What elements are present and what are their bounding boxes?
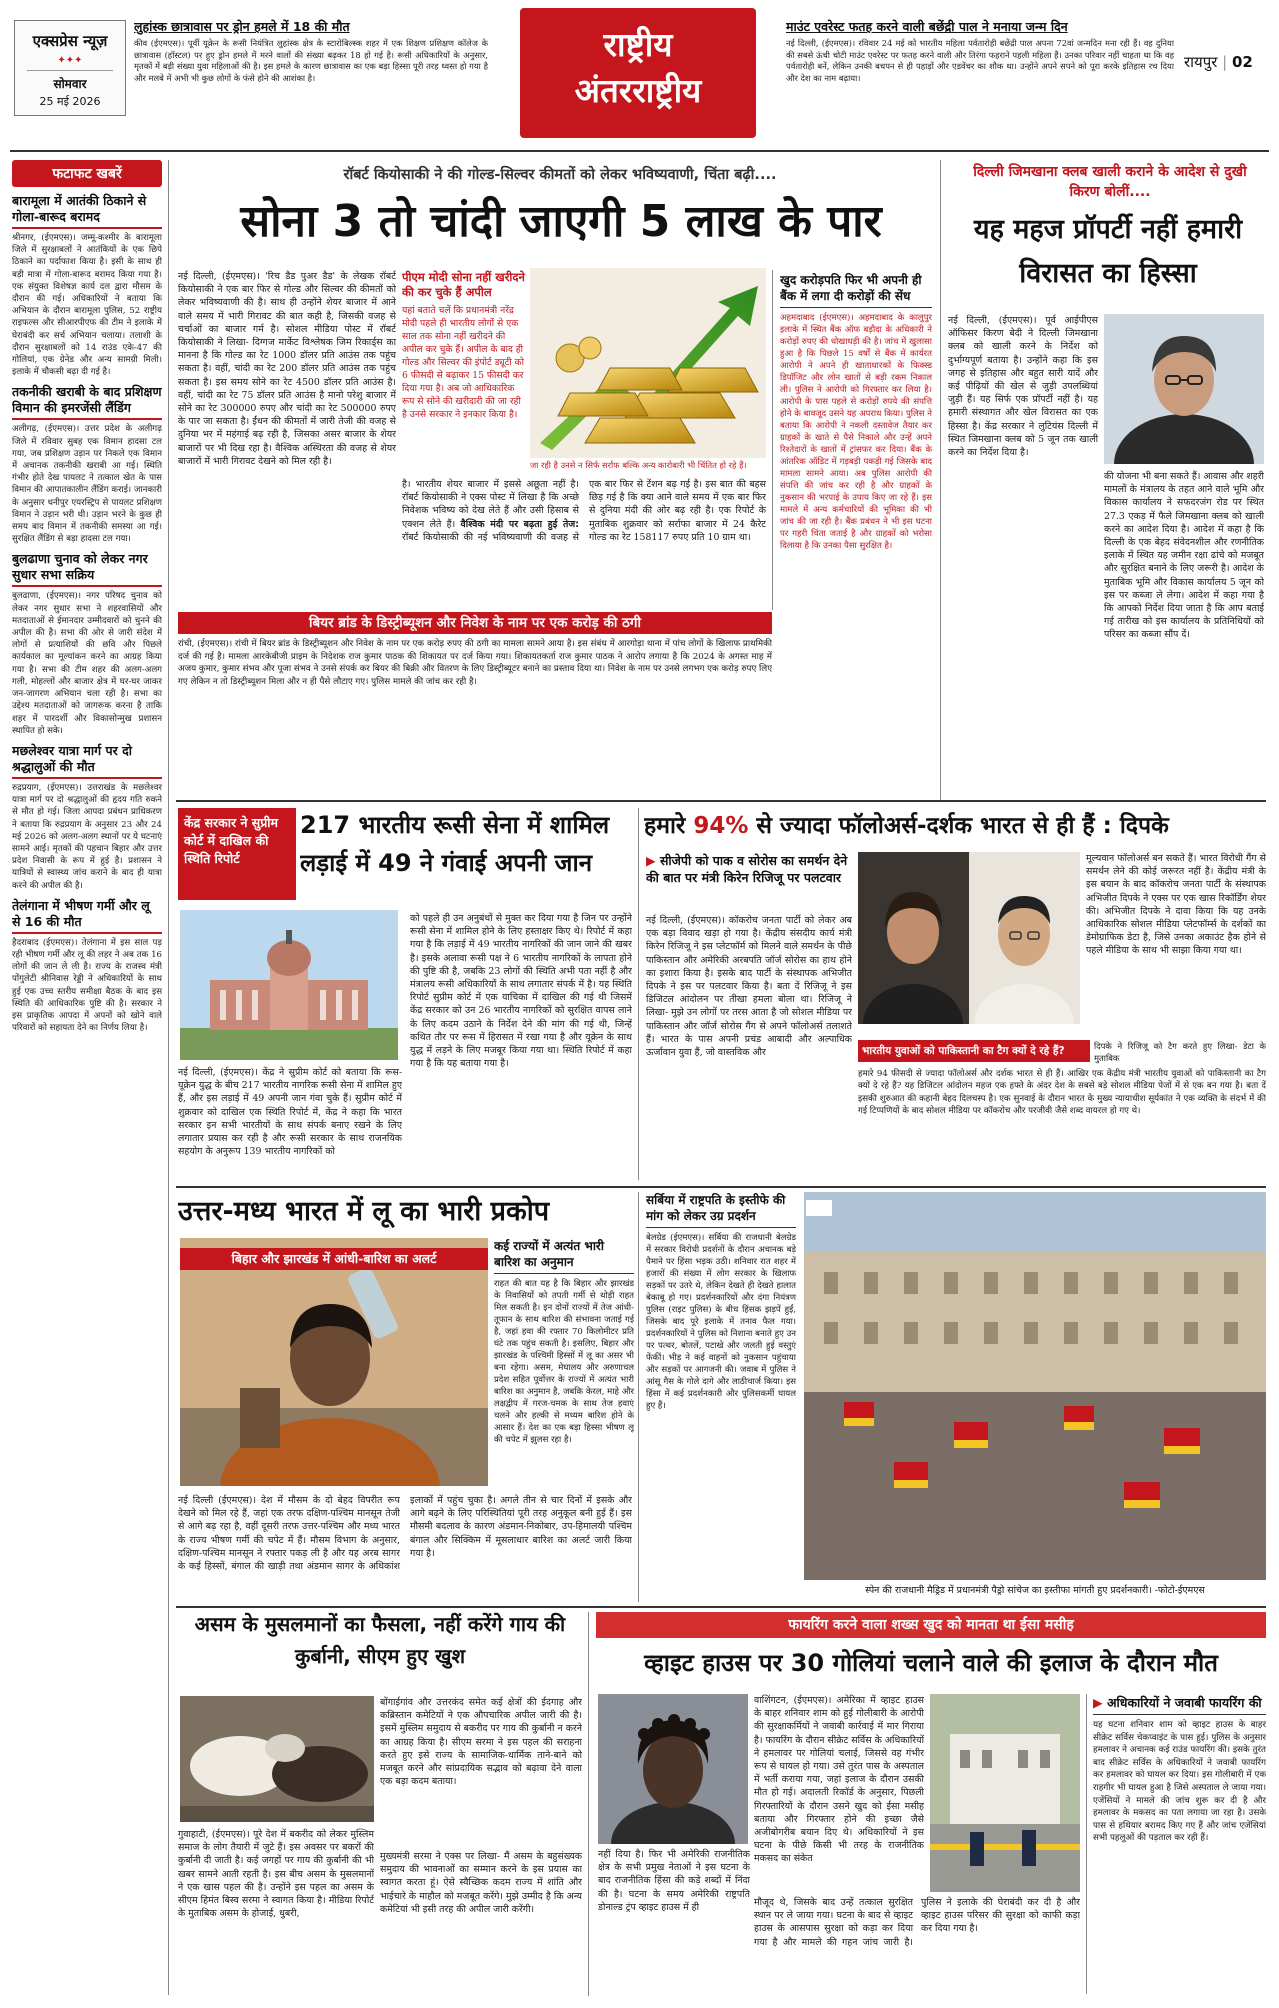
dipke-body-col2: मूल्यवान फॉलोअर्स बन सकते हैं। भारत विरोधी गैंग से समर्थन लेने की कोई जरूरत नहीं है। केंद्रीय मंत्री के इस बयान के बाद कॉकरोच जनता पार्टी के संस्थापक अभिजीत दिपके ने एक्स पर एक खास रिकॉर्डिंग शेयर की। अभिजीत दिपके ने दावा किया कि यह उनके आधिकारिक सोशल मीडिया प्लेटफॉर्म्स के दर्शकों का डेमोग्राफिक डेटा है, जिसे उनका अकाउंट हैक होने से पहले मीडिया के साथ भी साझा किया गया था। — [1086, 853, 1266, 957]
page-number: 02 — [1232, 53, 1253, 71]
kiran-body-col2: की योजना भी बना सकते हैं। आवास और शहरी मामलों के मंत्रालय के तहत आने वाले भूमि और विकास कार्यालय ने सफदरजंग रोड पर स्थित 27.3 एकड़ में फैले जिमखाना क्लब को खाली करने का आदेश दिया है। आदेश में कहा है कि दिल्ली के एक बेहद संवेदनशील और रणनीतिक इलाके में स्थित यह जमीन रक्षा ढांचे को मजबूत और सुरक्षित बनाने के लिए जरूरी है। आदेश के मुताबिक भूमि और विकास कार्यालय 5 जून को इस पर कब्जा ले लेगा। आदेश में कहा गया है कि आपको निर्देश दिया जाता है कि आप बताई गई तारीख को इस कार्यालय के प्रतिनिधियों को परिसर का कब्जा सौंप दें। — [1104, 471, 1264, 641]
russia-body-col1: नई दिल्ली, (ईएमएस)। केंद्र ने सुप्रीम कोर्ट को बताया कि रूस-यूक्रेन युद्ध के बीच 217 भारतीय नागरिक रूसी सेना में शामिल हुए हैं, और इस लड़ाई में 49 अपनी जान गंवा चुके हैं। सुप्रीम कोर्ट में शुक्रवार को दाखिल एक स्थिति रिपोर्ट में, केंद्र ने कहा कि भारत सरकार इन सभी भारतीयों के साथ संपर्क बनाए रखने के लिए लगातार प्रयास कर रही है और रूसी सरकार के साथ राजनयिक सहयोग के अनुरूप 139 भारतीय नागरिकों को — [178, 1067, 402, 1158]
serbia-title: सर्बिया में राष्ट्रपति के इस्तीफे की मांग को लेकर उग्र प्रदर्शन — [646, 1192, 796, 1228]
section-title-international: अंतरराष्ट्रीय — [574, 71, 702, 110]
heat-side — [494, 1238, 634, 1494]
play-triangle-icon: ▶ — [1093, 1695, 1107, 1710]
dipke-subhead — [646, 852, 852, 908]
whitehouse-body-col2: नहीं दिया है। फिर भी अमेरिकी राजनीतिक क्षेत्र के सभी प्रमुख नेताओं ने इस घटना के बाद राजनीतिक हिंसा की कड़े शब्दों में निंदा की है। घटना के समय अमेरिकी राष्ट्रपति डोनाल्ड ट्रंप व्हाइट हाउस में ही — [598, 1849, 750, 1913]
sidebar-item-body: रुद्रप्रयाग, (ईएमएस)। उत्तराखंड के मछलेश्वर यात्रा मार्ग पर दो श्रद्धालुओं की हृदय गति रुकने से मौत हो गई। जिला आपदा प्रबंधन प्राधिकरण ने बताया कि रुद्रप्रयाग के अनुसार 23 और 24 मई 2026 को अलग-अलग स्थानों पर ये घटनाएं सामने आई। मृतकों की पहचान बिहार और उत्तर प्रदेश निवासी के रूप में हुई है। प्रशासन ने यात्रियों से स्वास्थ्य जांच कराने के बाद ही यात्रा करने की अपील की है। — [12, 782, 162, 891]
heat-headline: उत्तर-मध्य भारत में लू का भारी प्रकोप — [178, 1196, 550, 1227]
gold-body-col1: नई दिल्ली, (ईएमएस)। 'रिच डैड पुअर डैड' के लेखक रॉबर्ट कियोसाकी ने एक बार फिर से गोल्ड और सिल्वर की कीमतों को लेकर भविष्यवाणी की है। साथ ही उन्होंने शेयर बाजार में आने वाले समय में भारी गिरावट की बात कही है, जिसकी वजह से चर्चाओं का बाजार गर्म है। सोशल मीडिया पोस्ट में रॉबर्ट कियोसाकी ने लिखा- दिग्गज मार्केट विश्लेषक जिम रिकार्ड्स का मानना है कि गोल्ड का रेट 1000 डॉलर प्रति आउंस तक पहुंच सकता है। वहीं, चांदी का रेट 200 डॉलर प्रति आउंस तक पहुंच सकता है। इस समय सोने का रेट 4500 डॉलर प्रति आउंस है। वहीं, चांदी का रेट 75 डॉलर प्रति आउंस है मानो परेशु बाजार में सोने का रेट 300000 रुपए और चांदी का रेट 500000 रुपए के पार जा सकता है। ईंधन की कीमतों में जारी तेजी की वजह से दुनिया भर में महंगाई बढ़ रही है, जिसका असर बाजार के शेयर बाजारों पर भी दिख रहा है। वैश्विक अस्थिरता की वजह से शेयर बाजारों में भारी गिरावट देखने को मिल रही है। — [178, 271, 396, 467]
sidebar-item-title: तकनीकी खराबी के बाद प्रशिक्षण विमान की इमरजेंसी लैंडिंग — [12, 384, 162, 420]
fraud-strip-body: रांची, (ईएमएस)। रांची में बियर ब्रांड के डिस्ट्रीब्यूशन और निवेश के नाम पर एक करोड़ रुपए की ठगी का मामला सामने आया है। इस संबंध में आरगोड़ा थाना में पांच लोगों के खिलाफ प्राथमिकी दर्ज की गई है। मामला आरकेबीजी प्राइम के निदेशक राज कुमार पाठक की शिकायत पर दर्ज किया गया। शिकायतकर्ता राज कुमार पाठक ने आरोप लगाया है कि 2024 के अगस्त माह में अजय कुमार, कुमार संभव और पूजा संभव ने उनसे संपर्क कर बियर की बिक्री और वितरण के लिए डिस्ट्रीब्यूटर बनाने का प्रस्ताव दिया था। निवेश के नाम पर उनसे लगभग एक करोड़ रुपए लिए गए लेकिन न तो डिस्ट्रीब्यूशन मिला और न ही पैसे लौटाए गए। पुलिस मामले की जांच कर रही है। — [178, 639, 772, 687]
bank-title: खुद करोड़पति फिर भी अपनी ही बैंक में लगा दी करोड़ों की सेंध — [780, 272, 932, 308]
heat-body: नई दिल्ली (ईएमएस)। देश में मौसम के दो बेहद विपरीत रूप देखने को मिल रहे हैं, जहां एक तरफ दक्षिण-पश्चिम मानसून तेजी से आगे बढ़ रहा है, वहीं दूसरी तरफ उत्तर-पश्चिम और मध्य भारत के राज्य भीषण गर्मी की चपेट में हैं। मौसम विभाग के अनुसार, दक्षिण-पश्चिम मानसून ने रफ्तार पकड़ ली है और यह अरब सागर के कई हिस्सों, बंगाल की खाड़ी तथा अंडमान सागर के अधिकांश इलाकों में पहुंच चुका है। अगले तीन से चार दिनों में इसके और आगे बढ़ने के लिए परिस्थितियां पूरी तरह अनुकूल बनी हुई हैं। इस मौसमी बदलाव के कारण अंडमान-निकोबार, उप-हिमालयी पश्चिम बंगाल और सिक्किम में मूसलाधार बारिश का अलर्ट जारी किया गया है। — [178, 1495, 632, 1573]
russia-label: केंद्र सरकार ने सुप्रीम कोर्ट में दाखिल की स्थिति रिपोर्ट — [178, 808, 296, 900]
sidebar-item-body: हैदराबाद (ईएमएस)। तेलंगाना में इस साल पड़ रही भीषण गर्मी और लू की लहर ने अब तक 16 लोगों की जान ले ली है। राज्य के राजस्व मंत्री पोंगुलेटी श्रीनिवास रेड्डी ने अधिकारियों के साथ हुई एक उच्च स्तरीय समीक्षा बैठक के बाद इस स्थिति की आधिकारिक पुष्टि की है। सरकार ने इस प्राकृतिक आपदा में अपनों को खोने वाले परिवारों को सहायता देने का निर्णय लिया है। — [12, 937, 162, 1034]
heat-side-title: कई राज्यों में अत्यंत भारी बारिश का अनुमान — [494, 1238, 634, 1274]
gold-body2-subhead: वैश्विक मंदी पर बढ़ता हुई तेज: — [460, 518, 579, 530]
row-divider-1 — [176, 800, 1266, 802]
whitehouse-side-body: यह घटना शनिवार शाम को व्हाइट हाउस के बाहर सीक्रेट सर्विस चेकप्वाइंट के पास हुई। पुलिस के अनुसार हमलावर ने अचानक कई राउंड फायरिंग की। इसके तुरंत बाद सीक्रेट सर्विस के अधिकारियों ने जवाबी फायरिंग कर हमलावर को घायल कर दिया। इस गोलीबारी में एक राहगीर भी घायल हुआ है जिसे अस्पताल ले जाया गया। एजेंसियों ने मामले की जांच शुरू कर दी है और हमलावर के मकसद का पता लगाया जा रहा है। उसके पास से हथियार बरामद किए गए हैं और जांच एजेंसियां सभी पहलुओं की पड़ताल कर रही हैं। — [1093, 1720, 1266, 1844]
heat-photo — [180, 1238, 488, 1486]
sidebar-quick-news — [12, 160, 162, 1995]
sidebar-item-body: श्रीनगर, (ईएमएस)। जम्मू-कश्मीर के बारामूला जिले में सुरक्षाबलों ने आतंकियों के एक छिपे ठिकाने का पर्दाफाश किया है। इसी के साथ ही बड़ी मात्रा में गोला-बारूद बरामद किया गया है। एक संयुक्त विशेषज्ञ कार्य दल द्वारा मौसम के दौरान की गई। अधिकारियों ने बताया कि अभियान के दौरान बारामूला पुलिस, 52 राष्ट्रीय राइफल्स और सीआरपीएफ की टीम ने इलाके में घेराबंदी कर सर्च अभियान चलाया। तलाशी के दौरान सुरक्षाबलों को 14 राउंड एके-47 की गोलियां, एक ग्रेनेड और अन्य सामग्री मिली। इलाके में चौकसी बढ़ा दी गई है। — [12, 233, 162, 378]
dipke-headline — [644, 808, 1266, 848]
dipke-subhead-text: सीजेपी को पाक व सोरोस का समर्थन देने की बात पर मंत्री किरेन रिजिजू पर पलटवार — [646, 853, 848, 885]
sidebar-item-title: बुलढाणा चुनाव को लेकर नगर सुधार सभा सक्रिय — [12, 551, 162, 587]
dipke-box-side: दिपके ने रिजिजू को टैग करते हुए लिखा- डेटा के मुताबिक — [1094, 1041, 1266, 1063]
russia-body-col2: को पहले ही उन अनुबंधों से मुक्त कर दिया गया है जिन पर उन्होंने रूसी सेना में शामिल होने के लिए हस्ताक्षर किए थे। रिपोर्ट में कहा गया है कि लड़ाई में 49 भारतीय नागरिकों की जान जाने की खबर है। इसके अलावा रूसी पक्ष ने 6 भारतीय नागरिकों के लापता होने की पुष्टि की है, जबकि 23 लोगों की स्थिति अभी पता नहीं है और मंत्रालय रूसी अधिकारियों के साथ लगातार संपर्क में है। यह स्थिति रिपोर्ट सुप्रीम कोर्ट में एक याचिका में दाखिल की गई थी जिसमें केंद्र सरकार को उन 26 भारतीय नागरिकों को सुरक्षित वापस लाने के लिए कदम उठाने के निर्देश देने की मांग की गई थी, जिन्हें कथित तौर पर रूस में हिरासत में रखा गया है और यूक्रेन के साथ युद्ध में लड़ने के लिए मजबूर किया गया था। स्थिति रिपोर्ट में कहा गया है कि यह बताया गया है। — [410, 913, 632, 1070]
sidebar-item-title: मछलेश्वर यात्रा मार्ग पर दो श्रद्धालुओं की मौत — [12, 743, 162, 779]
top-right-brief — [786, 18, 1174, 118]
dipke-body-col1-cont — [646, 1112, 852, 1178]
play-triangle-icon: ▶ — [646, 853, 660, 868]
gold-callout-body: यहां बताते चलें कि प्रधानमंत्री नरेंद्र मोदी पहले ही भारतीय लोगों से एक साल तक सोना नहीं खरीदने की अपील कर चुके हैं। अपील के बाद ही गोल्ड और सिल्वर की इंपोर्ट ड्यूटी को 6 फीसदी से बढ़ाकर 15 फीसदी कर दिया गया है। अब जो आधिकारिक रूप से सोने की खरीदारी की जा रही है उनसे सरकार ने इनकार किया है। — [402, 305, 524, 420]
whitehouse-body-col3: मौजूद थे, जिसके बाद उन्हें तत्काल सुरक्षित स्थान पर ले जाया गया। घटना के बाद से व्हाइट हाउस के आसपास सुरक्षा को कड़ा कर दिया गया है और मामले की गहन जांच जारी है। पुलिस ने इलाके की घेराबंदी कर दी है और व्हाइट हाउस परिसर की सुरक्षा को काफी कड़ा कर दिया गया है। — [754, 1897, 1080, 1948]
dipke-box-title: भारतीय युवाओं को पाकिस्तानी का टैग क्यों दे रहे हैं? — [858, 1040, 1090, 1062]
whitehouse-body-col1: वाशिंगटन, (ईएमएस)। अमेरिका में व्हाइट हाउस के बाहर शनिवार शाम को हुई गोलीबारी के आरोपी की सुरक्षाकर्मियों ने जवाबी कार्रवाई में मार गिराया है। फायरिंग के दौरान सीक्रेट सर्विस के अधिकारियों ने हमलावर पर गोलियां चलाई, जिससे वह गंभीर रूप से घायल हो गया। उसे तुरंत पास के अस्पताल में भर्ती कराया गया, जहां इलाज के दौरान उसकी मौत हो गई। अदालती रिकॉर्ड के अनुसार, पिछली गिरफ्तारियों के दौरान उसने खुद को ईसा मसीह बताया और गिरफ्तार होने की इच्छा जैसे अजीबोगरीब बयान दिए थे। अधिकारियों ने इस घटना के पीछे किसी भी तरह के राजनीतिक मकसद का संकेत — [754, 1695, 924, 1865]
col-divider-whitehouse — [588, 1612, 589, 1996]
gold-callout-title: पीएम मोदी सोना नहीं खरीदने की कर चुके हैं अपील — [402, 270, 525, 299]
top-left-title: लुहांस्क छात्रावास पर ड्रोन हमले में 18 की मौत — [134, 19, 350, 34]
dipke-box — [858, 1040, 1266, 1180]
bank-story — [780, 272, 932, 782]
sidebar-item-title: बारामूला में आतंकी ठिकाने से गोला-बारूद बरामद — [12, 193, 162, 229]
supreme-court-photo — [180, 910, 398, 1060]
top-right-body: नई दिल्ली, (ईएमएस)। रविवार 24 मई को भारतीय महिला पर्वतारोही बछेंद्री पाल अपना 72वां जन्मदिन मना रही हैं। वह दुनिया की सबसे ऊंची चोटी माउंट एवरेस्ट पर फतह करने वाली और तिरंगा फहराने पहली महिला हैं। उनका परिवार नहीं चाहता था कि वह पर्वतारोही बनें, लेकिन उनकी बचपन से ही पहाड़ों और एडवेंचर का शौक था। उन्होंने अपने सपने को पूरा करके इतिहास रच दिया और देश का नाम बढ़ाया। — [786, 38, 1174, 83]
sidebar-item — [12, 193, 162, 378]
issue-date: 25 मई 2026 — [39, 95, 101, 108]
col-divider-kiran — [940, 160, 941, 800]
gold-bars-photo — [530, 268, 766, 458]
kiran-bedi-photo — [1104, 314, 1264, 464]
page-label: रायपुर | 02 — [1184, 53, 1253, 71]
issue-day: सोमवार — [53, 77, 87, 91]
kiran-kicker: दिल्ली जिमखाना क्लब खाली कराने के आदेश से दुखी किरण बोलीं.... — [973, 164, 1247, 200]
assam-body-col3: मुख्यमंत्री सरमा ने एक्स पर लिखा- मैं असम के बहुसंख्यक समुदाय की भावनाओं का सम्मान करने के इस प्रयास का स्वागत करता हूं। ऐसे स्वैच्छिक कदम राज्य में शांति और भाईचारे के माहौल को मजबूत करेंगे। मुझे उम्मीद है कि अन्य कमेटियां भी इसी तरह की अपील जारी करेंगी। — [380, 1851, 582, 1915]
whitehouse-label: फायरिंग करने वाला शख्स खुद को मानता था ईसा मसीह — [596, 1612, 1266, 1638]
sidebar-item-body: बुलढाणा, (ईएमएस)। नगर परिषद चुनाव को लेकर नगर सुधार सभा ने शहरवासियों और मतदाताओं से ईमानदार उम्मीदवारों को चुनने की अपील की है। सभा की ओर से जारी संदेश में लोगों से प्रत्याशियों की छवि और पिछले कार्यकाल का मूल्यांकन करने का आग्रह किया गया है। सभा की टीम शहर की अलग-अलग गली, मोहल्लों और बाजार क्षेत्र में घर-घर जाकर जन-जागरण अभियान चला रही है। सभा का उद्देश्य मतदाताओं को जागरूक करना है ताकि शहर में पारदर्शी और विकासोन्मुख प्रशासन स्थापित हो सके। — [12, 591, 162, 736]
city-name: रायपुर — [1184, 53, 1218, 71]
masthead-brand-box — [14, 20, 126, 116]
dipke-box-body: हमारे 94 फीसदी से ज्यादा फॉलोअर्स और दर्शक भारत से ही हैं। आखिर एक केंद्रीय मंत्री भारतीय युवाओं को पाकिस्तानी का टैग क्यों दे रहे हैं? यह डिजिटल आंदोलन महज एक हफ्ते के अंदर देश के सबसे बड़े सोशल मीडिया पेजों में से एक बन गया है। बता दें इसकी शुरुआत की कहानी बेहद दिलचस्प है। एक सुनवाई के दौरान भारत के मुख्य न्यायाधीश सूर्यकांत ने एक व्यक्ति के संदर्भ में की गई टिप्पणियों के बाद सोशल मीडिया पर कॉकरोच और परजीवी जैसे शब्द वायरल हो गए थे। — [858, 1069, 1266, 1117]
sidebar-item — [12, 384, 162, 545]
dipke-headline-pct: 94% — [693, 813, 749, 839]
whitehouse-side-title — [1093, 1694, 1266, 1715]
dipke-body-col1: नई दिल्ली, (ईएमएस)। कॉकरोच जनता पार्टी को लेकर अब एक बड़ा विवाद खड़ा हो गया है। केंद्रीय संसदीय कार्य मंत्री किरेन रिजिजू ने इस प्लेटफॉर्म को मिलने वाले समर्थन के पीछे पाकिस्तान और अमेरिकी अरबपति जॉर्ज सोरोस का हाथ होने का इशारा किया है। इसके बाद पार्टी के संस्थापक अभिजीत दिपके ने इस पर पलटवार किया है। बता दें रिजिजू ने इस डिजिटल आंदोलन पर तीखा हमला बोला था। रिजिजू ने लिखा- मुझे उन लोगों पर तरस आता है जो सोशल मीडिया पर पाकिस्तान और जॉर्ज सोरोस गैंग से अपने फॉलोअर्स तलाशते हैं। भारत के पास अपनी प्रचंड आबादी और अल्पाधिक ऊर्जावान युवा हैं, जो वास्तविक और — [646, 915, 852, 1059]
whitehouse-side — [1086, 1694, 1266, 1994]
dipke-rijiju-photo — [858, 852, 1080, 1024]
whitehouse-headline: व्हाइट हाउस पर 30 गोलियां चलाने वाले की इलाज के दौरान मौत — [644, 1649, 1218, 1677]
sidebar-item-body: अलीगढ़, (ईएमएस)। उत्तर प्रदेश के अलीगढ़ जिले में रविवार सुबह एक विमान हादसा टल गया, जब प्रशिक्षण उड़ान पर निकले एक विमान में अचानक तकनीकी खराबी आ गई। स्थिति गंभीर होते देख पायलट ने तत्काल खेत के पास विमान की आपातकालीन लैंडिंग कराई। जानकारी के अनुसार धनीपुर एयरस्ट्रिप से पायलट प्रशिक्षण विमान ने उड़ान भरी थी। उड़ान भरने के कुछ ही समय बाद विमान में तकनीकी समस्या आ गई। सुरक्षित लैंडिंग से बड़ा हादसा टल गया। — [12, 424, 162, 545]
assam-headline: असम के मुसलमानों का फैसला, नहीं करेंगे गाय की कुर्बानी, सीएम हुए खुश — [194, 1612, 566, 1668]
fraud-strip-title: बियर ब्रांड के डिस्ट्रीब्यूशन और निवेश के नाम पर एक करोड़ की ठगी — [178, 612, 772, 634]
sidebar-divider — [168, 160, 169, 1995]
gold-photo-caption: जा रही है उनसे न सिर्फ सर्राफ बल्कि अन्य कारोबारी भी चिंतित हो रहे हैं। — [530, 460, 747, 470]
gold-body2-lead: है। भारतीय शेयर बाजार में इससे अछूता नहीं है। रॉबर्ट कियोसाकी ने एक्स पोस्ट में लिखा है कि अच्छे निवेशक भविष्य को देख लेते हैं और उसी हिसाब से एक्शन लेते हैं। — [402, 479, 579, 530]
sidebar-item-title: तेलंगाना में भीषण गर्मी और लू से 16 की मौत — [12, 898, 162, 934]
cows-photo — [180, 1696, 374, 1822]
madrid-photo-caption: स्पेन की राजधानी मैड्रिड में प्रधानमंत्री पैड्रो सांचेज का इस्तीफा मांगती हुए प्रदर्शनकारी। -फोटो-ईएमएस — [865, 1585, 1205, 1596]
kiran-headline: यह महज प्रॉपर्टी नहीं हमारी विरासत का हिस्सा — [973, 214, 1243, 289]
serbia-story — [646, 1192, 796, 1602]
sidebar-item — [12, 551, 162, 736]
top-left-body: कीव (ईएमएस)। पूर्वी यूक्रेन के रूसी नियंत्रित लुहांस्क क्षेत्र के स्टारोबिल्स्क शहर में एक शिक्षण प्रशिक्षण कॉलेज के छात्रावास (हॉस्टल) पर हुए ड्रोन हमले में मरने वालों की संख्या बढ़कर 18 हो गई है। रूसी अधिकारियों के अनुसार, मृतकों में बड़ी संख्या युवा महिलाओं की है। इस हमले के कारण छात्रावास का एक बड़ा हिस्सा पूरी तरह ध्वस्त हो गया है और मलबे में अभी भी कुछ लोगों के फंसे होने की आशंका है। — [134, 38, 488, 83]
gold-body2-tail: रॉबर्ट कियोसाकी की नई भविष्यवाणी की वजह से एक बार फिर से टेंशन बढ़ गई है। इस बात की बहस छिड़ गई है कि क्या आने वाले समय में एक बार फिर से दुनिया मंदी की ओर बढ़ रही है। एक रिपोर्ट के मुताबिक शुक्रवार को सर्राफा बाजार में 24 कैरेट गोल्ड का रेट 158117 रुपए प्रति 10 ग्राम था। — [402, 479, 766, 543]
bank-body: अहमदाबाद (ईएमएस)। अहमदाबाद के कालुपुर इलाके में स्थित बैंक ऑफ बड़ौदा के अधिकारी ने करोड़ों रुपए की धोखाधड़ी की है। जांच में खुलासा हुआ है कि पिछले 15 वर्षों से बैंक में कार्यरत आरोपी ने अपने ही खाताधारकों के फिक्स्ड डिपॉजिट और लोन खातों से बड़ी रकम निकाल ली। पुलिस ने आरोपी को गिरफ्तार कर लिया है। आरोपी के पास पहले से करोड़ों रुपये की संपत्ति होने के बावजूद उसने यह अपराध किया। पुलिस ने बताया कि आरोपी ने नकली दस्तावेज तैयार कर ग्राहकों के खाते से पैसे निकाले और उन्हें अपने रिश्तेदारों के खातों में ट्रांसफर कर दिया। बैंक के आंतरिक ऑडिट में गड़बड़ी पकड़ी गई जिसके बाद मामला सामने आया। अब पुलिस आरोपी की संपत्ति की जांच कर रही है और ग्राहकों के नुकसान की भरपाई के उपाय किए जा रहे हैं। इस मामले में अन्य कर्मचारियों की भूमिका की भी जांच की जा रही है। बैंक प्रबंधन ने भी इस घटना पर गहरी चिंता जताई है और ग्राहकों को भरोसा दिलाया है कि उनका पैसा सुरक्षित है। — [780, 313, 932, 551]
gold-kicker: रॉबर्ट कियोसाकी ने की गोल्ड-सिल्वर कीमतों को लेकर भविष्यवाणी, चिंता बढ़ी.... — [343, 167, 777, 183]
assam-body-col2: बोंगाईगांव और उत्तरकंद समेत कई क्षेत्रों की ईदगाह और कब्रिस्तान कमेटियों ने एक औपचारिक अपील जारी की है। इसमें मुस्लिम समुदाय से बकरीद पर गाय की कुर्बानी न करने का आग्रह किया है। सीएम सरमा ने इस पहल की सराहना करते हुए इसे राज्य के सामाजिक-धार्मिक ताने-बाने को मजबूत करने और सांप्रदायिक सद्भाव को बढ़ावा देने वाला एक बड़ा कदम बताया। — [380, 1697, 582, 1788]
serbia-body: बेलग्रेड (ईएमएस)। सर्बिया की राजधानी बेलग्रेड में सरकार विरोधी प्रदर्शनों के दौरान अचानक बड़े पैमाने पर हिंसा भड़क उठी। शनिवार रात शहर में हजारों की संख्या में लोग सरकार के खिलाफ सड़कों पर उतरे थे, लेकिन देखते ही देखते हालात बेकाबू हो गए। प्रदर्शनकारियों और दंगा नियंत्रण पुलिस (राइट पुलिस) के बीच हिंसक झड़पें हुईं, जिसके बाद पूरे इलाके में तनाव फैल गया। प्रदर्शनकारियों ने पुलिस को निशाना बनाते हुए उन पर पत्थर, बोतलें, पटाखे और जलती हुई वस्तुएं फेंकीं। भीड़ ने कई वाहनों को नुकसान पहुंचाया और सड़कों पर आगजनी की। जवाब में पुलिस ने आंसू गैस के गोले दागे और लाठीचार्ज किया। इस हिंसा में कई प्रदर्शनकारी और पुलिसकर्मी घायल हुए हैं। — [646, 1233, 796, 1411]
col-divider-serbia — [638, 1192, 639, 1602]
shooter-photo — [598, 1694, 748, 1844]
section-title-national: राष्ट्रीय — [603, 25, 673, 64]
brand-ornament-icon: ✦✦✦ — [57, 55, 83, 66]
col-divider-dipke — [638, 808, 639, 1180]
row-divider-2 — [176, 1186, 1266, 1188]
top-right-title: माउंट एवरेस्ट फतह करने वाली बछेंद्री पाल ने मनाया जन्म दिन — [786, 19, 1068, 34]
kiran-body-col1: नई दिल्ली, (ईएमएस)। पूर्व आईपीएस ऑफिसर किरण बेदी ने दिल्ली जिमखाना क्लब को खाली करने के निर्देश को दुर्भाग्यपूर्ण बताया है। उन्होंने कहा कि इस जगह से इतिहास और बहुत सारी यादें और कई पीढ़ियों की खेल से जुड़ी उपलब्धियां जुड़ी हैं। यह सिर्फ एक प्रॉपर्टी नहीं है। यह हमारी संस्थागत और खेल विरासत का एक हिस्सा है। केंद्र सरकार ने लुटियंस दिल्ली में स्थित जिमखाना क्लब को 5 जून तक खाली करने का निर्देश दिया है। — [948, 315, 1098, 459]
col-divider-gold-bank — [772, 270, 773, 610]
top-left-brief — [134, 18, 488, 118]
section-banner — [520, 8, 756, 138]
sidebar-item — [12, 743, 162, 892]
sidebar-header: फटाफट खबरें — [12, 160, 162, 187]
heat-side-body: राहत की बात यह है कि बिहार और झारखंड के निवासियों को तपती गर्मी से थोड़ी राहत मिल सकती है। इन दोनों राज्यों में तेज आंधी-तूफान के साथ बारिश की संभावना जताई गई है, जहां हवा की रफ्तार 70 किलोमीटर प्रति घंटे तक पहुंच सकती है। इसलिए, बिहार और झारखंड के पश्चिमी हिस्सों में लू का असर भी बना रहेगा। असम, मेघालय और अरुणाचल प्रदेश सहित पूर्वोत्तर के राज्यों में अत्यंत भारी बारिश का अनुमान है, जबकि केरल, माहे और लक्षद्वीप में गरज-चमक के साथ तेज हवाएं चलने और हल्की से मध्यम बारिश होने के आसार हैं। देश का एक बड़ा हिस्सा भीषण लू की चपेट में झुलस रहा है। — [494, 1279, 634, 1445]
masthead-divider — [10, 150, 1269, 152]
brand-name: एक्सप्रेस न्यूज़ — [32, 32, 108, 50]
gold-body-col2 — [402, 478, 766, 604]
heat-photo-banner: बिहार और झारखंड में आंधी-बारिश का अलर्ट — [180, 1248, 488, 1270]
madrid-protest-photo — [804, 1192, 1266, 1580]
gold-headline: सोना 3 तो चांदी जाएगी 5 लाख के पार — [240, 196, 882, 247]
dipke-headline-pre: हमारे — [644, 813, 694, 839]
russia-headline: 217 भारतीय रूसी सेना में शामिल लड़ाई में 49 ने गंवाई अपनी जान — [300, 811, 610, 877]
sidebar-item — [12, 898, 162, 1035]
whitehouse-scene-photo — [930, 1694, 1080, 1892]
dipke-headline-post: से ज्यादा फॉलोअर्स-दर्शक भारत से ही हैं : दिपके — [748, 813, 1169, 839]
assam-body-col1: गुवाहाटी, (ईएमएस)। पूरे देश में बकरीद को लेकर मुस्लिम समाज के लोग तैयारी में जुटे हैं। इस अवसर पर बकरों की कुर्बानी दी जाती है। कई जगहों पर गाय की कुर्बानी की भी खबर सामने आती रहती है। इस बीच असम के मुसलमानों ने एक खास पहल की है। उन्होंने इस पहल का असम के सीएम हिमंत बिस्व सरमा ने स्वागत किया है। मीडिया रिपोर्ट के मुताबिक असम के होजाई, धुबरी, — [178, 1829, 374, 1920]
whitehouse-side-title-text: अधिकारियों ने जवाबी फायरिंग की — [1106, 1695, 1262, 1710]
